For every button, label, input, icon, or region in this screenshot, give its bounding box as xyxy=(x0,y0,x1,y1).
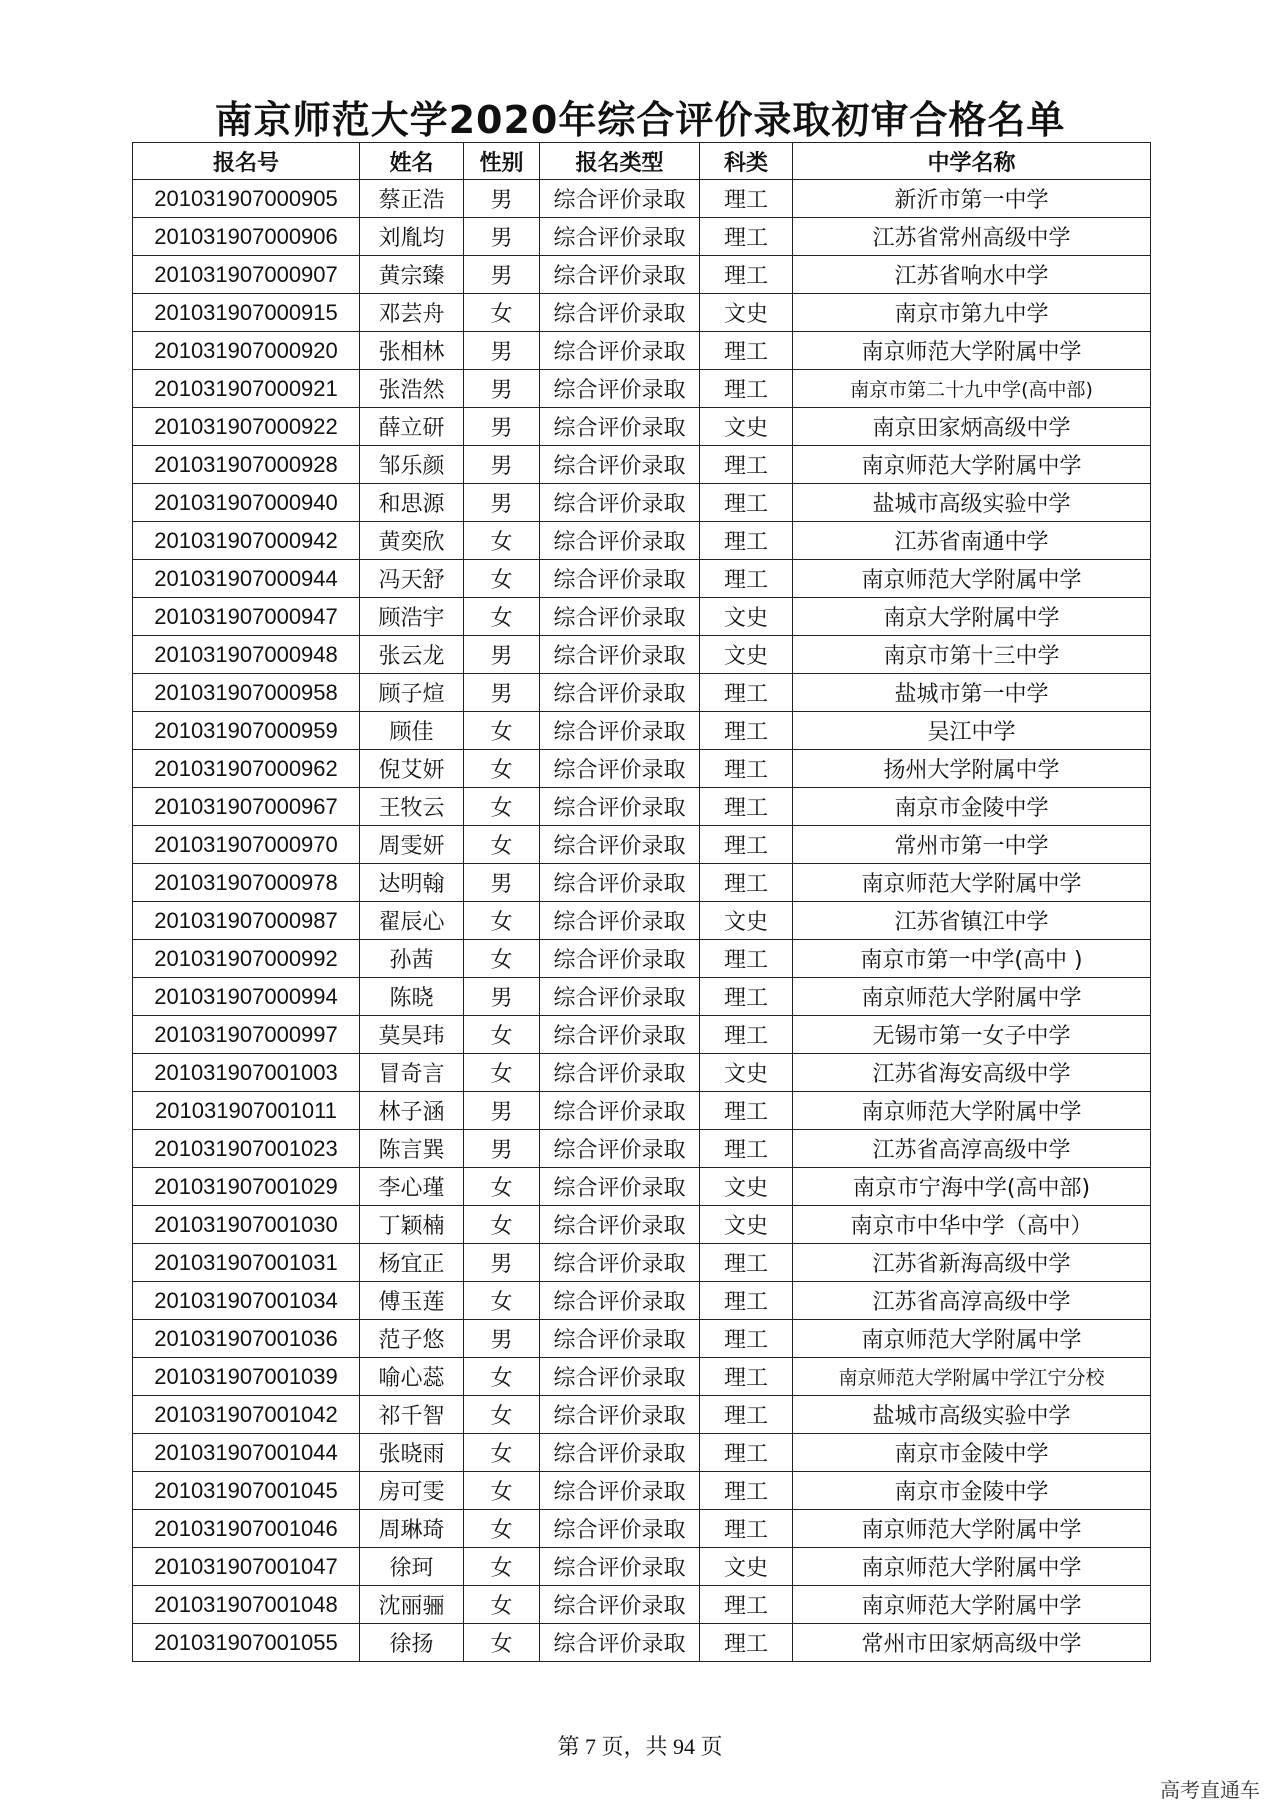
header-gender: 性别 xyxy=(464,143,540,180)
cell-subject-category: 理工 xyxy=(700,1016,793,1054)
cell-subject-category: 理工 xyxy=(700,1396,793,1434)
cell-high-school: 江苏省高淳高级中学 xyxy=(793,1130,1151,1168)
cell-gender: 女 xyxy=(464,1206,540,1244)
cell-registration-number: 201031907000959 xyxy=(133,712,360,750)
cell-application-type: 综合评价录取 xyxy=(540,1434,700,1472)
cell-high-school: 南京师范大学附属中学江宁分校 xyxy=(793,1358,1151,1396)
cell-gender: 男 xyxy=(464,1244,540,1282)
cell-high-school: 常州市田家炳高级中学 xyxy=(793,1624,1151,1662)
table-row xyxy=(133,1396,1151,1434)
cell-high-school: 扬州大学附属中学 xyxy=(793,750,1151,788)
cell-application-type: 综合评价录取 xyxy=(540,1016,700,1054)
cell-gender: 女 xyxy=(464,826,540,864)
cell-name: 达明翰 xyxy=(360,864,464,902)
cell-subject-category: 理工 xyxy=(700,332,793,370)
cell-subject-category: 理工 xyxy=(700,940,793,978)
cell-high-school: 江苏省响水中学 xyxy=(793,256,1151,294)
cell-application-type: 综合评价录取 xyxy=(540,1054,700,1092)
table-row xyxy=(133,1244,1151,1282)
cell-application-type: 综合评价录取 xyxy=(540,1244,700,1282)
cell-subject-category: 理工 xyxy=(700,674,793,712)
cell-registration-number: 201031907001003 xyxy=(133,1054,360,1092)
cell-name: 张云龙 xyxy=(360,636,464,674)
cell-name: 黄奕欣 xyxy=(360,522,464,560)
cell-registration-number: 201031907000940 xyxy=(133,484,360,522)
cell-gender: 男 xyxy=(464,1320,540,1358)
cell-registration-number: 201031907001042 xyxy=(133,1396,360,1434)
table-row xyxy=(133,408,1151,446)
admission-roster-table xyxy=(132,142,1151,1662)
cell-application-type: 综合评价录取 xyxy=(540,598,700,636)
cell-gender: 女 xyxy=(464,1510,540,1548)
cell-registration-number: 201031907000994 xyxy=(133,978,360,1016)
cell-gender: 女 xyxy=(464,560,540,598)
cell-registration-number: 201031907000920 xyxy=(133,332,360,370)
cell-high-school: 南京大学附属中学 xyxy=(793,598,1151,636)
cell-registration-number: 201031907001030 xyxy=(133,1206,360,1244)
cell-registration-number: 201031907000948 xyxy=(133,636,360,674)
cell-application-type: 综合评价录取 xyxy=(540,902,700,940)
cell-registration-number: 201031907000978 xyxy=(133,864,360,902)
cell-high-school: 江苏省高淳高级中学 xyxy=(793,1282,1151,1320)
cell-subject-category: 理工 xyxy=(700,218,793,256)
cell-name: 张晓雨 xyxy=(360,1434,464,1472)
cell-subject-category: 文史 xyxy=(700,598,793,636)
cell-high-school: 常州市第一中学 xyxy=(793,826,1151,864)
header-application-type: 报名类型 xyxy=(540,143,700,180)
cell-name: 周雯妍 xyxy=(360,826,464,864)
cell-name: 杨宜正 xyxy=(360,1244,464,1282)
cell-registration-number: 201031907000905 xyxy=(133,180,360,218)
table-row xyxy=(133,902,1151,940)
cell-application-type: 综合评价录取 xyxy=(540,1472,700,1510)
cell-high-school: 南京市金陵中学 xyxy=(793,788,1151,826)
cell-application-type: 综合评价录取 xyxy=(540,826,700,864)
cell-gender: 男 xyxy=(464,674,540,712)
cell-name: 周琳琦 xyxy=(360,1510,464,1548)
cell-subject-category: 理工 xyxy=(700,1624,793,1662)
table-row xyxy=(133,1320,1151,1358)
cell-registration-number: 201031907000987 xyxy=(133,902,360,940)
table-row xyxy=(133,256,1151,294)
cell-application-type: 综合评价录取 xyxy=(540,408,700,446)
cell-registration-number: 201031907000915 xyxy=(133,294,360,332)
cell-name: 倪艾妍 xyxy=(360,750,464,788)
cell-registration-number: 201031907000992 xyxy=(133,940,360,978)
cell-subject-category: 文史 xyxy=(700,1206,793,1244)
cell-name: 陈晓 xyxy=(360,978,464,1016)
cell-subject-category: 文史 xyxy=(700,408,793,446)
table-row xyxy=(133,1206,1151,1244)
cell-application-type: 综合评价录取 xyxy=(540,1510,700,1548)
cell-registration-number: 201031907000922 xyxy=(133,408,360,446)
cell-subject-category: 理工 xyxy=(700,522,793,560)
cell-high-school: 南京师范大学附属中学 xyxy=(793,1510,1151,1548)
cell-registration-number: 201031907001034 xyxy=(133,1282,360,1320)
cell-name: 沈丽骊 xyxy=(360,1586,464,1624)
cell-application-type: 综合评价录取 xyxy=(540,256,700,294)
cell-registration-number: 201031907001031 xyxy=(133,1244,360,1282)
cell-application-type: 综合评价录取 xyxy=(540,180,700,218)
cell-registration-number: 201031907000921 xyxy=(133,370,360,408)
table-row xyxy=(133,712,1151,750)
table-row xyxy=(133,1054,1151,1092)
cell-application-type: 综合评价录取 xyxy=(540,788,700,826)
cell-gender: 女 xyxy=(464,1548,540,1586)
cell-registration-number: 201031907001011 xyxy=(133,1092,360,1130)
cell-name: 徐扬 xyxy=(360,1624,464,1662)
cell-high-school: 南京师范大学附属中学 xyxy=(793,1586,1151,1624)
table-row xyxy=(133,1358,1151,1396)
cell-name: 冯天舒 xyxy=(360,560,464,598)
table-row xyxy=(133,1624,1151,1662)
cell-name: 徐珂 xyxy=(360,1548,464,1586)
cell-registration-number: 201031907000907 xyxy=(133,256,360,294)
cell-name: 房可雯 xyxy=(360,1472,464,1510)
cell-high-school: 无锡市第一女子中学 xyxy=(793,1016,1151,1054)
cell-gender: 男 xyxy=(464,408,540,446)
cell-subject-category: 理工 xyxy=(700,1282,793,1320)
cell-high-school: 江苏省海安高级中学 xyxy=(793,1054,1151,1092)
cell-application-type: 综合评价录取 xyxy=(540,1548,700,1586)
cell-subject-category: 理工 xyxy=(700,1472,793,1510)
cell-subject-category: 理工 xyxy=(700,1510,793,1548)
cell-application-type: 综合评价录取 xyxy=(540,864,700,902)
cell-name: 邹乐颜 xyxy=(360,446,464,484)
cell-application-type: 综合评价录取 xyxy=(540,522,700,560)
cell-name: 刘胤均 xyxy=(360,218,464,256)
cell-subject-category: 理工 xyxy=(700,978,793,1016)
cell-registration-number: 201031907001044 xyxy=(133,1434,360,1472)
cell-subject-category: 理工 xyxy=(700,484,793,522)
cell-gender: 女 xyxy=(464,1016,540,1054)
cell-subject-category: 理工 xyxy=(700,750,793,788)
table-row xyxy=(133,1130,1151,1168)
cell-high-school: 南京市第九中学 xyxy=(793,294,1151,332)
table-row xyxy=(133,750,1151,788)
cell-name: 傅玉莲 xyxy=(360,1282,464,1320)
cell-name: 黄宗臻 xyxy=(360,256,464,294)
cell-high-school: 盐城市高级实验中学 xyxy=(793,1396,1151,1434)
cell-high-school: 南京师范大学附属中学 xyxy=(793,1092,1151,1130)
cell-high-school: 盐城市第一中学 xyxy=(793,674,1151,712)
cell-application-type: 综合评价录取 xyxy=(540,1624,700,1662)
cell-application-type: 综合评价录取 xyxy=(540,636,700,674)
cell-gender: 男 xyxy=(464,370,540,408)
cell-high-school: 南京师范大学附属中学 xyxy=(793,1548,1151,1586)
cell-subject-category: 文史 xyxy=(700,1548,793,1586)
cell-name: 邓芸舟 xyxy=(360,294,464,332)
cell-gender: 男 xyxy=(464,332,540,370)
cell-name: 张相林 xyxy=(360,332,464,370)
cell-gender: 女 xyxy=(464,522,540,560)
header-high-school: 中学名称 xyxy=(793,143,1151,180)
cell-application-type: 综合评价录取 xyxy=(540,1320,700,1358)
cell-gender: 女 xyxy=(464,1054,540,1092)
table-row xyxy=(133,636,1151,674)
cell-subject-category: 文史 xyxy=(700,636,793,674)
cell-subject-category: 文史 xyxy=(700,902,793,940)
cell-subject-category: 理工 xyxy=(700,1320,793,1358)
cell-gender: 男 xyxy=(464,1092,540,1130)
cell-gender: 女 xyxy=(464,598,540,636)
cell-high-school: 南京师范大学附属中学 xyxy=(793,332,1151,370)
cell-high-school: 南京师范大学附属中学 xyxy=(793,864,1151,902)
header-registration-number: 报名号 xyxy=(133,143,360,180)
cell-subject-category: 理工 xyxy=(700,446,793,484)
cell-name: 李心瑾 xyxy=(360,1168,464,1206)
cell-registration-number: 201031907000997 xyxy=(133,1016,360,1054)
cell-subject-category: 理工 xyxy=(700,1434,793,1472)
cell-registration-number: 201031907000962 xyxy=(133,750,360,788)
cell-subject-category: 理工 xyxy=(700,1586,793,1624)
cell-high-school: 盐城市高级实验中学 xyxy=(793,484,1151,522)
cell-high-school: 南京师范大学附属中学 xyxy=(793,978,1151,1016)
cell-high-school: 江苏省南通中学 xyxy=(793,522,1151,560)
cell-gender: 男 xyxy=(464,446,540,484)
cell-application-type: 综合评价录取 xyxy=(540,370,700,408)
cell-subject-category: 理工 xyxy=(700,1092,793,1130)
table-row xyxy=(133,1282,1151,1320)
cell-registration-number: 201031907000942 xyxy=(133,522,360,560)
table-row xyxy=(133,1586,1151,1624)
cell-name: 林子涵 xyxy=(360,1092,464,1130)
cell-gender: 男 xyxy=(464,636,540,674)
cell-high-school: 江苏省镇江中学 xyxy=(793,902,1151,940)
page-footer: 第 7 页，共 94 页 xyxy=(557,1734,723,1759)
table-row xyxy=(133,370,1151,408)
cell-subject-category: 文史 xyxy=(700,294,793,332)
cell-registration-number: 201031907001039 xyxy=(133,1358,360,1396)
cell-gender: 女 xyxy=(464,1586,540,1624)
cell-registration-number: 201031907001029 xyxy=(133,1168,360,1206)
roster-body xyxy=(133,180,1151,1662)
table-row xyxy=(133,1472,1151,1510)
cell-high-school: 南京师范大学附属中学 xyxy=(793,1320,1151,1358)
cell-high-school: 南京田家炳高级中学 xyxy=(793,408,1151,446)
cell-high-school: 新沂市第一中学 xyxy=(793,180,1151,218)
table-row xyxy=(133,1016,1151,1054)
cell-high-school: 南京市宁海中学(高中部) xyxy=(793,1168,1151,1206)
cell-gender: 男 xyxy=(464,1130,540,1168)
cell-gender: 女 xyxy=(464,1358,540,1396)
cell-name: 蔡正浩 xyxy=(360,180,464,218)
table-row xyxy=(133,978,1151,1016)
cell-name: 祁千智 xyxy=(360,1396,464,1434)
cell-gender: 女 xyxy=(464,750,540,788)
cell-gender: 男 xyxy=(464,218,540,256)
cell-application-type: 综合评价录取 xyxy=(540,560,700,598)
cell-subject-category: 理工 xyxy=(700,788,793,826)
cell-gender: 女 xyxy=(464,1396,540,1434)
cell-registration-number: 201031907000958 xyxy=(133,674,360,712)
cell-gender: 男 xyxy=(464,256,540,294)
cell-subject-category: 理工 xyxy=(700,864,793,902)
cell-high-school: 江苏省新海高级中学 xyxy=(793,1244,1151,1282)
cell-gender: 男 xyxy=(464,484,540,522)
table-row xyxy=(133,1548,1151,1586)
cell-subject-category: 理工 xyxy=(700,560,793,598)
cell-gender: 男 xyxy=(464,180,540,218)
cell-application-type: 综合评价录取 xyxy=(540,1130,700,1168)
cell-name: 范子悠 xyxy=(360,1320,464,1358)
cell-application-type: 综合评价录取 xyxy=(540,712,700,750)
cell-subject-category: 理工 xyxy=(700,1358,793,1396)
cell-application-type: 综合评价录取 xyxy=(540,1168,700,1206)
cell-gender: 女 xyxy=(464,1472,540,1510)
cell-registration-number: 201031907000947 xyxy=(133,598,360,636)
cell-application-type: 综合评价录取 xyxy=(540,978,700,1016)
cell-gender: 女 xyxy=(464,1434,540,1472)
cell-registration-number: 201031907001046 xyxy=(133,1510,360,1548)
cell-high-school: 南京师范大学附属中学 xyxy=(793,446,1151,484)
table-row xyxy=(133,1434,1151,1472)
table-row xyxy=(133,598,1151,636)
cell-subject-category: 文史 xyxy=(700,1168,793,1206)
table-row xyxy=(133,218,1151,256)
cell-gender: 女 xyxy=(464,294,540,332)
cell-application-type: 综合评价录取 xyxy=(540,1282,700,1320)
cell-gender: 女 xyxy=(464,902,540,940)
cell-gender: 女 xyxy=(464,712,540,750)
cell-application-type: 综合评价录取 xyxy=(540,484,700,522)
cell-name: 薛立研 xyxy=(360,408,464,446)
header-subject-category: 科类 xyxy=(700,143,793,180)
cell-name: 顾佳 xyxy=(360,712,464,750)
cell-name: 陈言巽 xyxy=(360,1130,464,1168)
cell-gender: 女 xyxy=(464,940,540,978)
cell-application-type: 综合评价录取 xyxy=(540,940,700,978)
cell-application-type: 综合评价录取 xyxy=(540,1092,700,1130)
cell-registration-number: 201031907000970 xyxy=(133,826,360,864)
cell-high-school: 吴江中学 xyxy=(793,712,1151,750)
cell-subject-category: 理工 xyxy=(700,712,793,750)
cell-application-type: 综合评价录取 xyxy=(540,1358,700,1396)
table-row xyxy=(133,940,1151,978)
cell-registration-number: 201031907001023 xyxy=(133,1130,360,1168)
cell-name: 顾子煊 xyxy=(360,674,464,712)
table-row xyxy=(133,294,1151,332)
cell-high-school: 南京市第一中学(高中 ) xyxy=(793,940,1151,978)
cell-subject-category: 理工 xyxy=(700,180,793,218)
header-row xyxy=(133,143,1151,180)
table-row xyxy=(133,1168,1151,1206)
cell-registration-number: 201031907001047 xyxy=(133,1548,360,1586)
cell-subject-category: 文史 xyxy=(700,1054,793,1092)
cell-gender: 男 xyxy=(464,978,540,1016)
cell-name: 王牧云 xyxy=(360,788,464,826)
cell-name: 和思源 xyxy=(360,484,464,522)
cell-name: 翟辰心 xyxy=(360,902,464,940)
table-row xyxy=(133,446,1151,484)
cell-application-type: 综合评价录取 xyxy=(540,1206,700,1244)
document-title: 南京师范大学2020年综合评价录取初审合格名单 xyxy=(214,98,1066,142)
cell-application-type: 综合评价录取 xyxy=(540,1586,700,1624)
cell-subject-category: 理工 xyxy=(700,826,793,864)
cell-gender: 女 xyxy=(464,788,540,826)
table-row xyxy=(133,484,1151,522)
cell-gender: 女 xyxy=(464,1624,540,1662)
table-row xyxy=(133,788,1151,826)
cell-registration-number: 201031907001036 xyxy=(133,1320,360,1358)
cell-application-type: 综合评价录取 xyxy=(540,750,700,788)
cell-name: 冒奇言 xyxy=(360,1054,464,1092)
cell-high-school: 南京市第二十九中学(高中部) xyxy=(793,370,1151,408)
table-row xyxy=(133,180,1151,218)
cell-high-school: 南京市第十三中学 xyxy=(793,636,1151,674)
cell-name: 顾浩宇 xyxy=(360,598,464,636)
cell-application-type: 综合评价录取 xyxy=(540,674,700,712)
cell-subject-category: 理工 xyxy=(700,370,793,408)
cell-application-type: 综合评价录取 xyxy=(540,446,700,484)
cell-registration-number: 201031907001055 xyxy=(133,1624,360,1662)
cell-registration-number: 201031907000944 xyxy=(133,560,360,598)
table-row xyxy=(133,560,1151,598)
cell-high-school: 南京市金陵中学 xyxy=(793,1434,1151,1472)
cell-gender: 男 xyxy=(464,864,540,902)
table-row xyxy=(133,826,1151,864)
cell-gender: 女 xyxy=(464,1168,540,1206)
cell-high-school: 南京师范大学附属中学 xyxy=(793,560,1151,598)
table-row xyxy=(133,332,1151,370)
cell-registration-number: 201031907000967 xyxy=(133,788,360,826)
cell-name: 喻心蕊 xyxy=(360,1358,464,1396)
cell-name: 张浩然 xyxy=(360,370,464,408)
table-row xyxy=(133,1092,1151,1130)
table-row xyxy=(133,864,1151,902)
header-name: 姓名 xyxy=(360,143,464,180)
cell-application-type: 综合评价录取 xyxy=(540,294,700,332)
cell-registration-number: 201031907000906 xyxy=(133,218,360,256)
watermark: 高考直通车 xyxy=(1160,1778,1260,1802)
cell-registration-number: 201031907000928 xyxy=(133,446,360,484)
cell-high-school: 南京市金陵中学 xyxy=(793,1472,1151,1510)
cell-high-school: 江苏省常州高级中学 xyxy=(793,218,1151,256)
table-row xyxy=(133,674,1151,712)
cell-name: 孙茜 xyxy=(360,940,464,978)
cell-subject-category: 理工 xyxy=(700,1244,793,1282)
cell-registration-number: 201031907001045 xyxy=(133,1472,360,1510)
cell-registration-number: 201031907001048 xyxy=(133,1586,360,1624)
cell-application-type: 综合评价录取 xyxy=(540,218,700,256)
cell-subject-category: 理工 xyxy=(700,256,793,294)
cell-name: 莫昊玮 xyxy=(360,1016,464,1054)
cell-application-type: 综合评价录取 xyxy=(540,1396,700,1434)
cell-subject-category: 理工 xyxy=(700,1130,793,1168)
cell-name: 丁颖楠 xyxy=(360,1206,464,1244)
cell-application-type: 综合评价录取 xyxy=(540,332,700,370)
table-row xyxy=(133,522,1151,560)
cell-gender: 女 xyxy=(464,1282,540,1320)
table-row xyxy=(133,1510,1151,1548)
cell-high-school: 南京市中华中学（高中） xyxy=(793,1206,1151,1244)
